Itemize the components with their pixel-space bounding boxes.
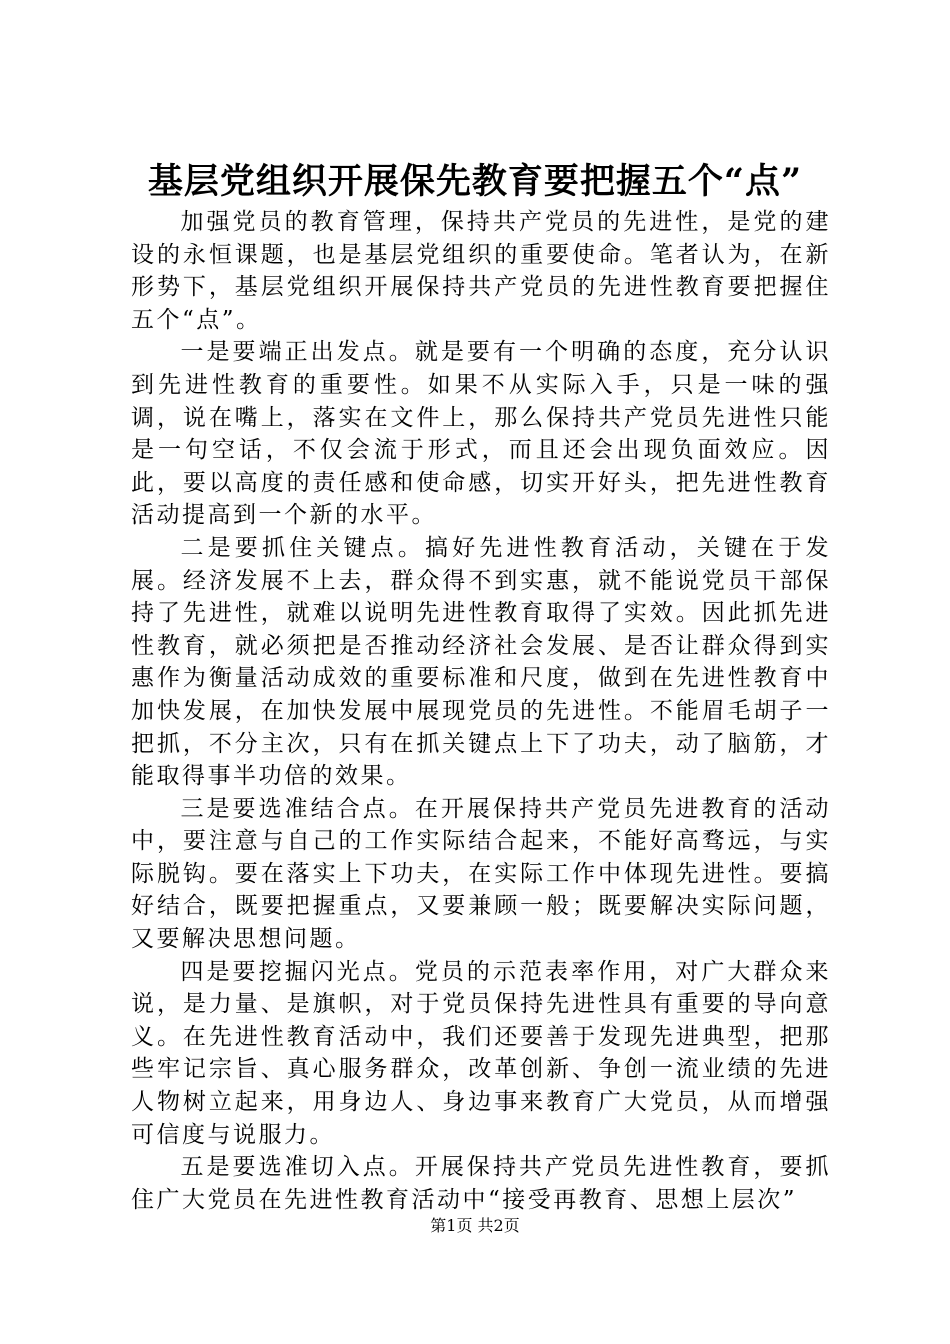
page-footer: 第1页 共2页 [430,1216,520,1235]
paragraph-point-5: 五是要选准切入点。开展保持共产党员先进性教育，要抓住广大党员在先进性教育活动中“接受再教育、思想上层次” [131,1154,831,1213]
paragraph-point-4: 四是要挖掘闪光点。党员的示范表率作用，对广大群众来说，是力量、是旗帜，对于党员保持先进性具有重要的导向意义。在先进性教育活动中，我们还要善于发现先进典型，把那些牢记宗旨、真心服务群众，改革创新、争创一流业绩的先进人物树立起来，用身边人、身边事来教育广大党员，从而增强可信度与说服力。 [131,958,831,1148]
document-body [131,206,831,1216]
paragraph-intro: 加强党员的教育管理，保持共产党员的先进性，是党的建设的永恒课题，也是基层党组织的重要使命。笔者认为，在新形势下，基层党组织开展保持共产党员的先进性教育要把握住五个“点”。 [131,209,831,333]
paragraph-point-1: 一是要端正出发点。就是要有一个明确的态度，充分认识到先进性教育的重要性。如果不从实际入手，只是一味的强调，说在嘴上，落实在文件上，那么保持共产党员先进性只能是一句空话，不仅会流于形式，而且还会出现负面效应。因此，要以高度的责任感和使命感，切实开好头，把先进性教育活动提高到一个新的水平。 [131,339,831,529]
paragraph-point-3: 三是要选准结合点。在开展保持共产党员先进教育的活动中，要注意与自己的工作实际结合起来，不能好高骛远，与实际脱钩。要在落实上下功夫，在实际工作中体现先进性。要搞好结合，既要把握重点，又要兼顾一般；既要解决实际问题，又要解决思想问题。 [131,795,831,953]
paragraph-point-2: 二是要抓住关键点。搞好先进性教育活动，关键在于发展。经济发展不上去，群众得不到实惠，就不能说党员干部保持了先进性，就难以说明先进性教育取得了实效。因此抓先进性教育，就必须把是否推动经济社会发展、是否让群众得到实惠作为衡量活动成效的重要标准和尺度，做到在先进性教育中加快发展，在加快发展中展现党员的先进性。不能眉毛胡子一把抓，不分主次，只有在抓关键点上下了功夫，动了脑筋，才能取得事半功倍的效果。 [131,534,831,790]
document-title: 基层党组织开展保先教育要把握五个“点” [147,161,803,202]
